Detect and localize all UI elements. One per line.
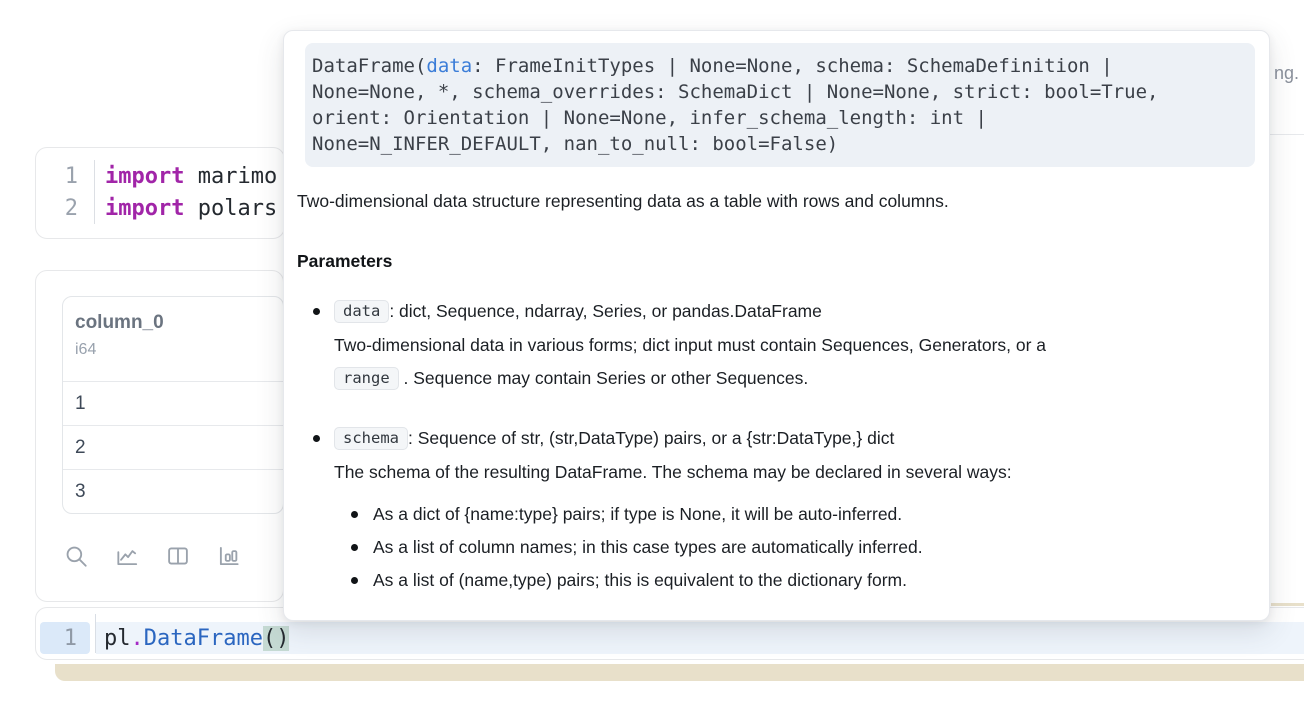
bullet-icon: [351, 544, 358, 551]
table-row[interactable]: [63, 469, 283, 513]
signature-text: : FrameInitTypes | None=None, schema: SchemaDefinition |: [472, 55, 1113, 77]
signature-text: DataFrame(: [312, 55, 427, 77]
docstring-tooltip: [283, 30, 1270, 621]
cell-value: 3: [75, 480, 86, 502]
line-chart-icon[interactable]: [114, 543, 140, 569]
table-row[interactable]: [63, 425, 283, 469]
matched-parens-token: (): [262, 625, 290, 651]
object-token: pl: [104, 625, 131, 651]
code-cell-imports[interactable]: [35, 147, 285, 239]
signature-line: orient: Orientation | None=None, infer_schema_length: int |: [312, 107, 987, 129]
line-number-gutter: [36, 160, 95, 224]
signature-active-param: data: [426, 55, 473, 77]
background-divider: [1270, 134, 1304, 135]
table-toolbar: [63, 543, 242, 569]
keyword-token: import: [105, 195, 185, 221]
signature-line: [312, 53, 1247, 79]
inline-code-chip: range: [334, 367, 399, 390]
line-number: 2: [64, 195, 78, 221]
gutter-separator: [95, 614, 96, 653]
stale-cell-indicator: [55, 664, 1304, 681]
schema-way-item: [334, 531, 1114, 564]
code-token: polars: [184, 195, 278, 221]
parameters-heading: Parameters: [297, 251, 393, 271]
bullet-icon: [313, 308, 320, 315]
param-name-chip: data: [334, 300, 389, 323]
schema-way-text: As a dict of {name:type} pairs; if type is None, it will be auto-inferred.: [373, 504, 903, 524]
param-desc-text: The schema of the resulting DataFrame. The schema may be declared in several ways:: [334, 462, 1012, 482]
bullet-icon: [313, 435, 320, 442]
code-editor: [36, 160, 284, 224]
dot-token: .: [130, 625, 144, 651]
output-cell-dataframe: [35, 270, 284, 602]
cell-value: 1: [75, 392, 86, 414]
bullet-icon: [351, 511, 358, 518]
schema-way-text: As a list of (name,type) pairs; this is equivalent to the dictionary form.: [373, 570, 907, 590]
signature-box: [305, 43, 1255, 167]
line-number: 1: [64, 163, 78, 189]
signature-line: None=None, *, schema_overrides: SchemaDict | None=None, strict: bool=True,: [312, 81, 1159, 103]
schema-way-text: As a list of column names; in this case types are automatically inferred.: [373, 537, 923, 557]
search-icon[interactable]: [63, 543, 89, 569]
code-token: marimo: [184, 163, 278, 189]
parameters-list: [294, 295, 1249, 597]
signature-line: None=N_INFER_DEFAULT, nan_to_null: bool=False): [312, 133, 839, 155]
cell-value: 2: [75, 436, 86, 458]
code-lines[interactable]: [95, 160, 277, 224]
parameter-item-data: [294, 295, 1249, 396]
doc-description: Two-dimensional data structure representing data as a table with rows and columns.: [297, 191, 949, 211]
column-name: column_0: [75, 312, 164, 333]
param-description: [334, 456, 1114, 489]
split-columns-icon[interactable]: [165, 543, 191, 569]
table-row[interactable]: [63, 381, 283, 425]
table-header-cell[interactable]: [63, 297, 283, 381]
parameter-item-schema: [294, 422, 1249, 597]
schema-ways-list: [334, 498, 1114, 597]
schema-way-item: [334, 498, 1114, 531]
param-desc-text: Two-dimensional data in various forms; dict input must contain Sequences, Generators, or a: [334, 335, 1047, 355]
bar-chart-icon[interactable]: [216, 543, 242, 569]
bullet-icon: [351, 577, 358, 584]
param-type-text: : Sequence of str, (str,DataType) pairs, or a {str:DataType,} dict: [408, 428, 895, 448]
column-dtype: i64: [75, 341, 97, 358]
param-desc-text: . Sequence may contain Series or other Sequences.: [398, 368, 809, 388]
schema-way-item: [334, 564, 1114, 597]
code-line[interactable]: [104, 622, 289, 654]
method-token: DataFrame: [143, 625, 263, 651]
keyword-token: import: [105, 163, 185, 189]
code-line[interactable]: [105, 192, 277, 224]
param-description: [334, 329, 1114, 396]
param-type-text: : dict, Sequence, ndarray, Series, or pandas.DataFrame: [389, 301, 822, 321]
stale-cell-edge-fragment: [1271, 603, 1304, 606]
active-line-number: 1: [40, 622, 90, 654]
dataframe-table: [62, 296, 284, 514]
param-name-chip: schema: [334, 427, 408, 450]
background-text-fragment: ng.: [1274, 63, 1300, 83]
code-line[interactable]: [105, 160, 277, 192]
